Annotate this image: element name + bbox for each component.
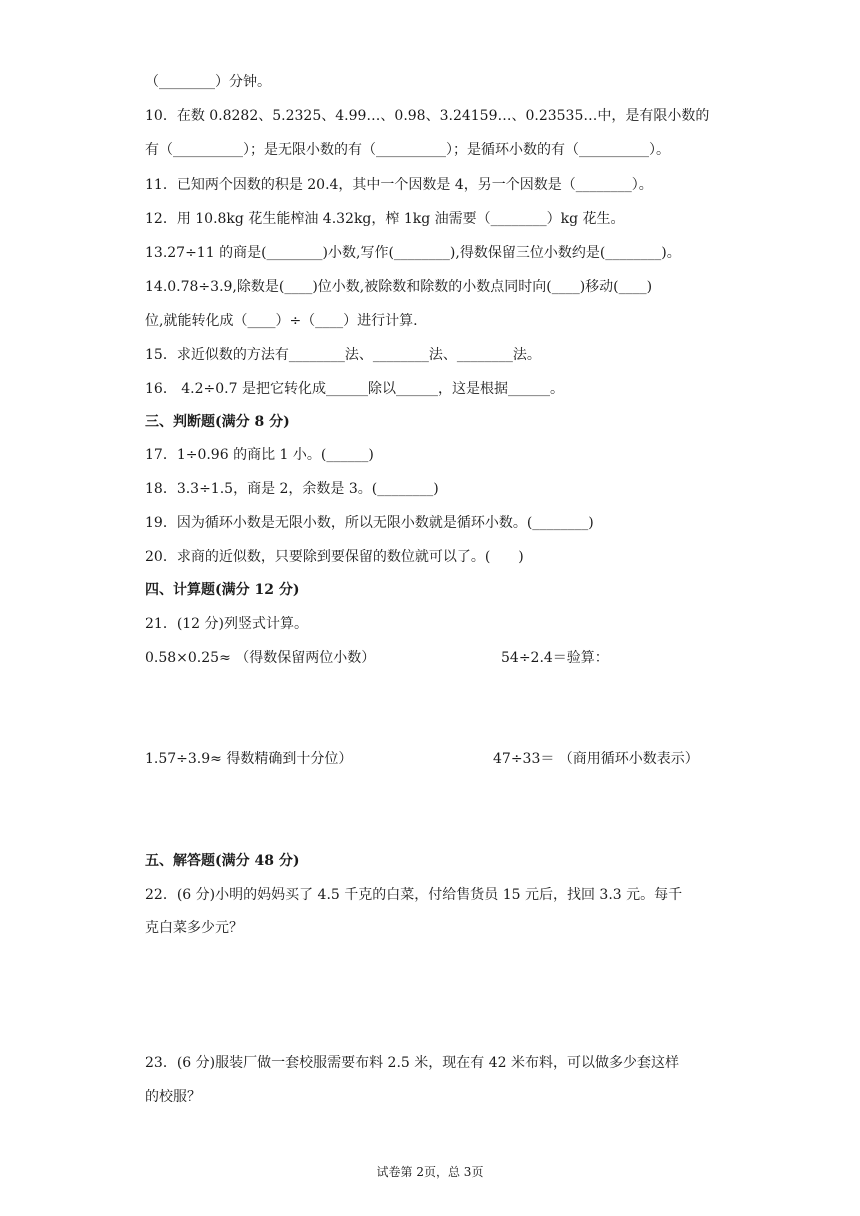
q19: 19．因为循环小数是无限小数，所以无限小数就是循环小数。(________) <box>145 515 594 531</box>
q21-item-3: 1.57÷3.9≈ 得数精确到十分位） <box>145 751 353 767</box>
q11: 11．已知两个因数的积是 20.4，其中一个因数是 4，另一个因数是（________）。 <box>145 177 653 193</box>
q22-line2: 克白菜多少元？ <box>145 920 243 936</box>
q13: 13.27÷11 的商是(________)小数,写作(________),得数保留三位小数约是(________)。 <box>145 245 681 261</box>
q21-item-4: 47÷33＝ （商用循环小数表示） <box>493 751 699 767</box>
q20: 20．求商的近似数，只要除到要保留的数位就可以了。( ) <box>145 549 524 565</box>
section-4-heading: 四、计算题(满分 12 分) <box>145 582 300 598</box>
q23-line2: 的校服？ <box>145 1089 201 1105</box>
q12: 12．用 10.8kg 花生能榨油 4.32kg，榨 1kg 油需要（________）kg 花生。 <box>145 211 625 227</box>
q16: 16． 4.2÷0.7 是把它转化成______除以______，这是根据______。 <box>145 381 564 397</box>
q10-line2: 有（__________）；是无限小数的有（__________）；是循环小数的有（__________）。 <box>145 142 670 158</box>
q21: 21．(12 分)列竖式计算。 <box>145 616 309 632</box>
section-5-heading: 五、解答题(满分 48 分) <box>145 853 300 869</box>
q15: 15．求近似数的方法有________法、________法、________法。 <box>145 347 541 363</box>
q9-continuation: （________）分钟。 <box>145 74 271 90</box>
page-footer: 试卷第 2页，总 3页 <box>376 1165 484 1179</box>
q14-line1: 14.0.78÷3.9,除数是(____)位小数,被除数和除数的小数点同时向(____)移动(____) <box>145 279 653 295</box>
q17: 17．1÷0.96 的商比 1 小。(______) <box>145 447 374 463</box>
q18: 18．3.3÷1.5，商是 2，余数是 3。(________) <box>145 481 439 497</box>
q21-item-2: 54÷2.4＝验算： <box>501 650 609 666</box>
q23-line1: 23．(6 分)服装厂做一套校服需要布料 2.5 米，现在有 42 米布料，可以做多少套这样 <box>145 1055 679 1071</box>
q10-line1: 10．在数 0.8282、5.2325、4.99…、0.98、3.24159…、0.23535…中，是有限小数的 <box>145 108 710 124</box>
q14-line2: 位,就能转化成（____）÷（____）进行计算. <box>145 313 418 329</box>
q21-item-1: 0.58×0.25≈ （得数保留两位小数） <box>145 650 376 666</box>
section-3-heading: 三、判断题(满分 8 分) <box>145 414 290 430</box>
q22-line1: 22．(6 分)小明的妈妈买了 4.5 千克的白菜，付给售货员 15 元后，找回 3.3 元。每千 <box>145 887 683 903</box>
